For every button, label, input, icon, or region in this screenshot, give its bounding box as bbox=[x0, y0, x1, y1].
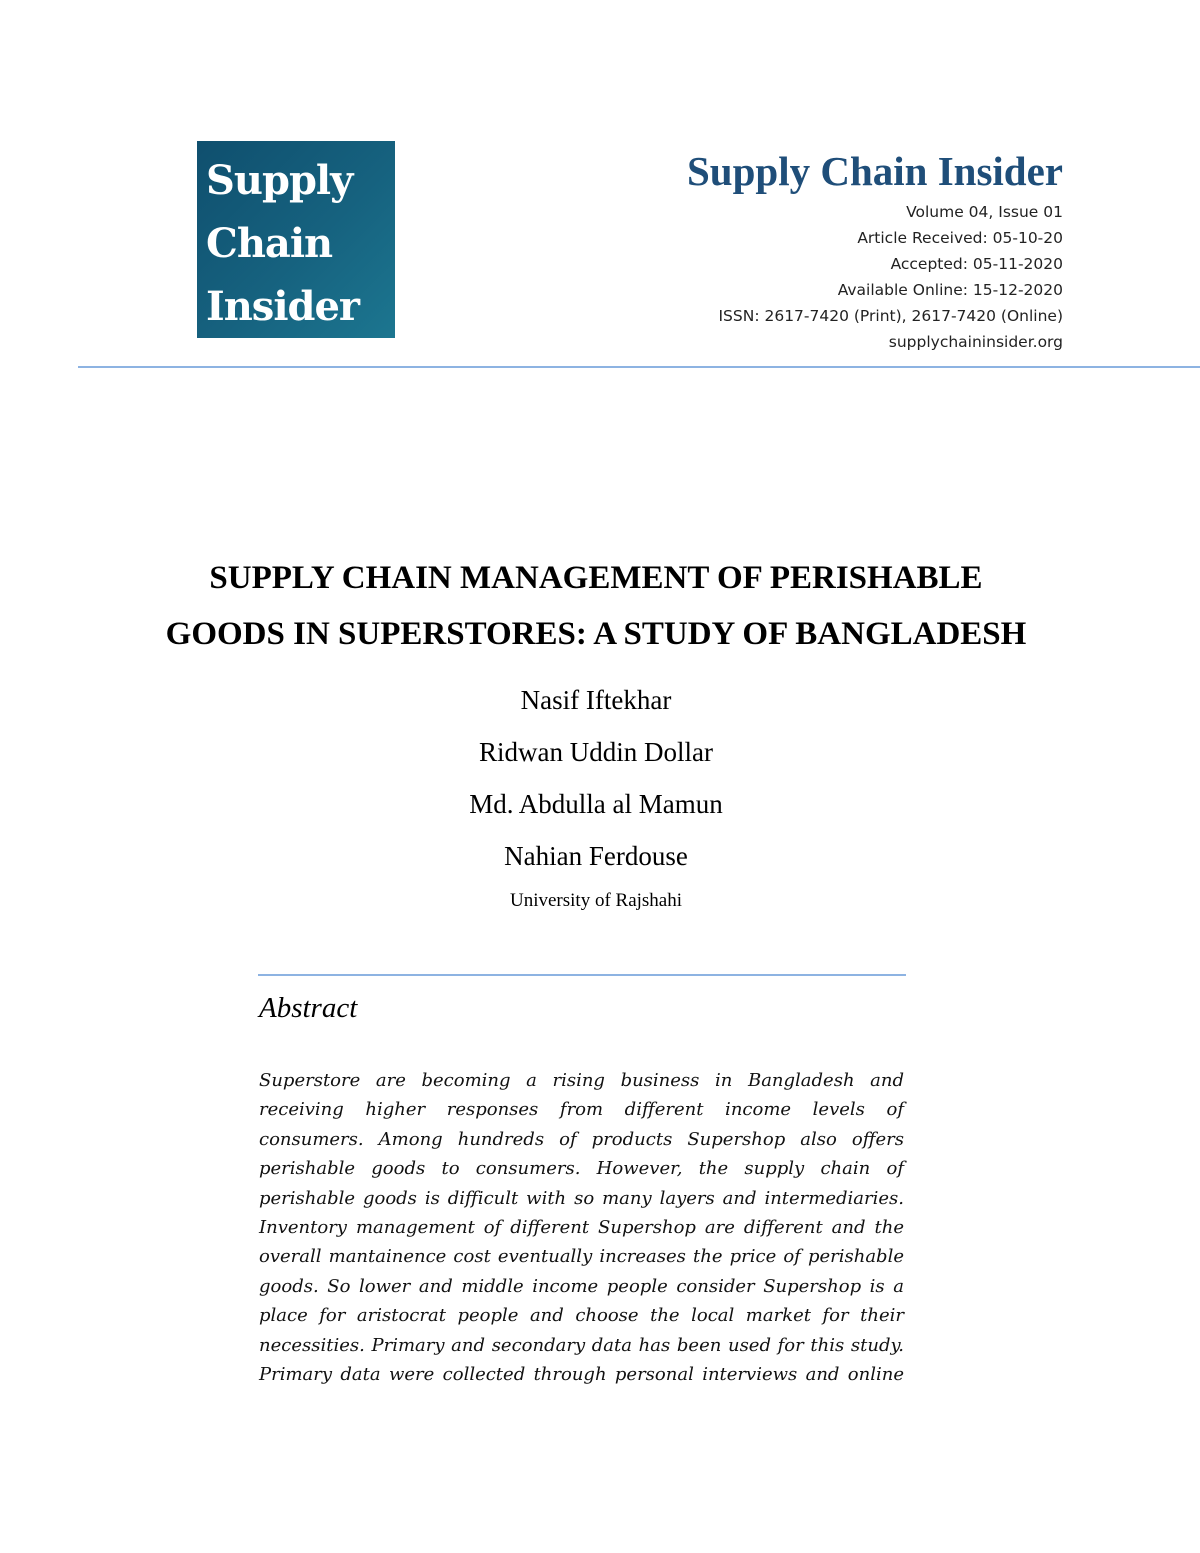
journal-info bbox=[687, 145, 1063, 355]
author-list bbox=[0, 674, 1192, 916]
paper-title-line-1: SUPPLY CHAIN MANAGEMENT OF PERISHABLE bbox=[209, 560, 983, 596]
abstract-divider bbox=[258, 974, 906, 976]
logo-line-3: Insider bbox=[206, 283, 359, 330]
abstract-line: overall mantainence cost eventually increases the price of perishable bbox=[259, 1246, 904, 1268]
author-name: Nasif Iftekhar bbox=[520, 685, 672, 715]
journal-title: Supply Chain Insider bbox=[686, 148, 1063, 194]
journal-website[interactable]: supplychaininsider.org bbox=[888, 333, 1063, 351]
abstract-body bbox=[259, 1066, 904, 1389]
journal-volume: Volume 04, Issue 01 bbox=[906, 203, 1063, 221]
abstract-line: perishable goods is difficult with so many layers and intermediaries. bbox=[259, 1187, 904, 1209]
paper-title bbox=[0, 550, 1192, 662]
author-name: Md. Abdulla al Mamun bbox=[469, 789, 723, 819]
author-name: Ridwan Uddin Dollar bbox=[479, 737, 713, 767]
logo-line-1: Supply bbox=[206, 157, 353, 204]
abstract-line: consumers. Among hundreds of products Supershop also offers bbox=[259, 1128, 904, 1150]
article-received-date: Article Received: 05-10-20 bbox=[857, 229, 1063, 247]
abstract-line: receiving higher responses from different income levels of bbox=[259, 1099, 904, 1121]
author-name: Nahian Ferdouse bbox=[504, 841, 688, 871]
abstract-line: Inventory management of different Supershop are different and the bbox=[259, 1217, 904, 1239]
available-online-date: Available Online: 15-12-2020 bbox=[837, 281, 1063, 299]
abstract-line: place for aristocrat people and choose the local market for their bbox=[259, 1305, 904, 1327]
abstract-heading: Abstract bbox=[259, 992, 358, 1024]
journal-logo bbox=[197, 141, 395, 338]
accepted-date: Accepted: 05-11-2020 bbox=[890, 255, 1063, 273]
header-divider bbox=[78, 366, 1200, 368]
logo-line-2: Chain bbox=[206, 220, 333, 267]
abstract-line: goods. So lower and middle income people consider Supershop is a bbox=[259, 1275, 904, 1297]
abstract-line: perishable goods to consumers. However, the supply chain of bbox=[259, 1158, 904, 1180]
abstract-line: necessities. Primary and secondary data has been used for this study. bbox=[259, 1334, 904, 1356]
abstract-line: Primary data were collected through personal interviews and online bbox=[259, 1364, 904, 1386]
affiliation: University of Rajshahi bbox=[509, 890, 683, 911]
issn: ISSN: 2617-7420 (Print), 2617-7420 (Online) bbox=[718, 307, 1063, 325]
abstract-line: Superstore are becoming a rising business in Bangladesh and bbox=[259, 1070, 904, 1091]
paper-title-line-2: GOODS IN SUPERSTORES: A STUDY OF BANGLADESH bbox=[165, 616, 1027, 652]
